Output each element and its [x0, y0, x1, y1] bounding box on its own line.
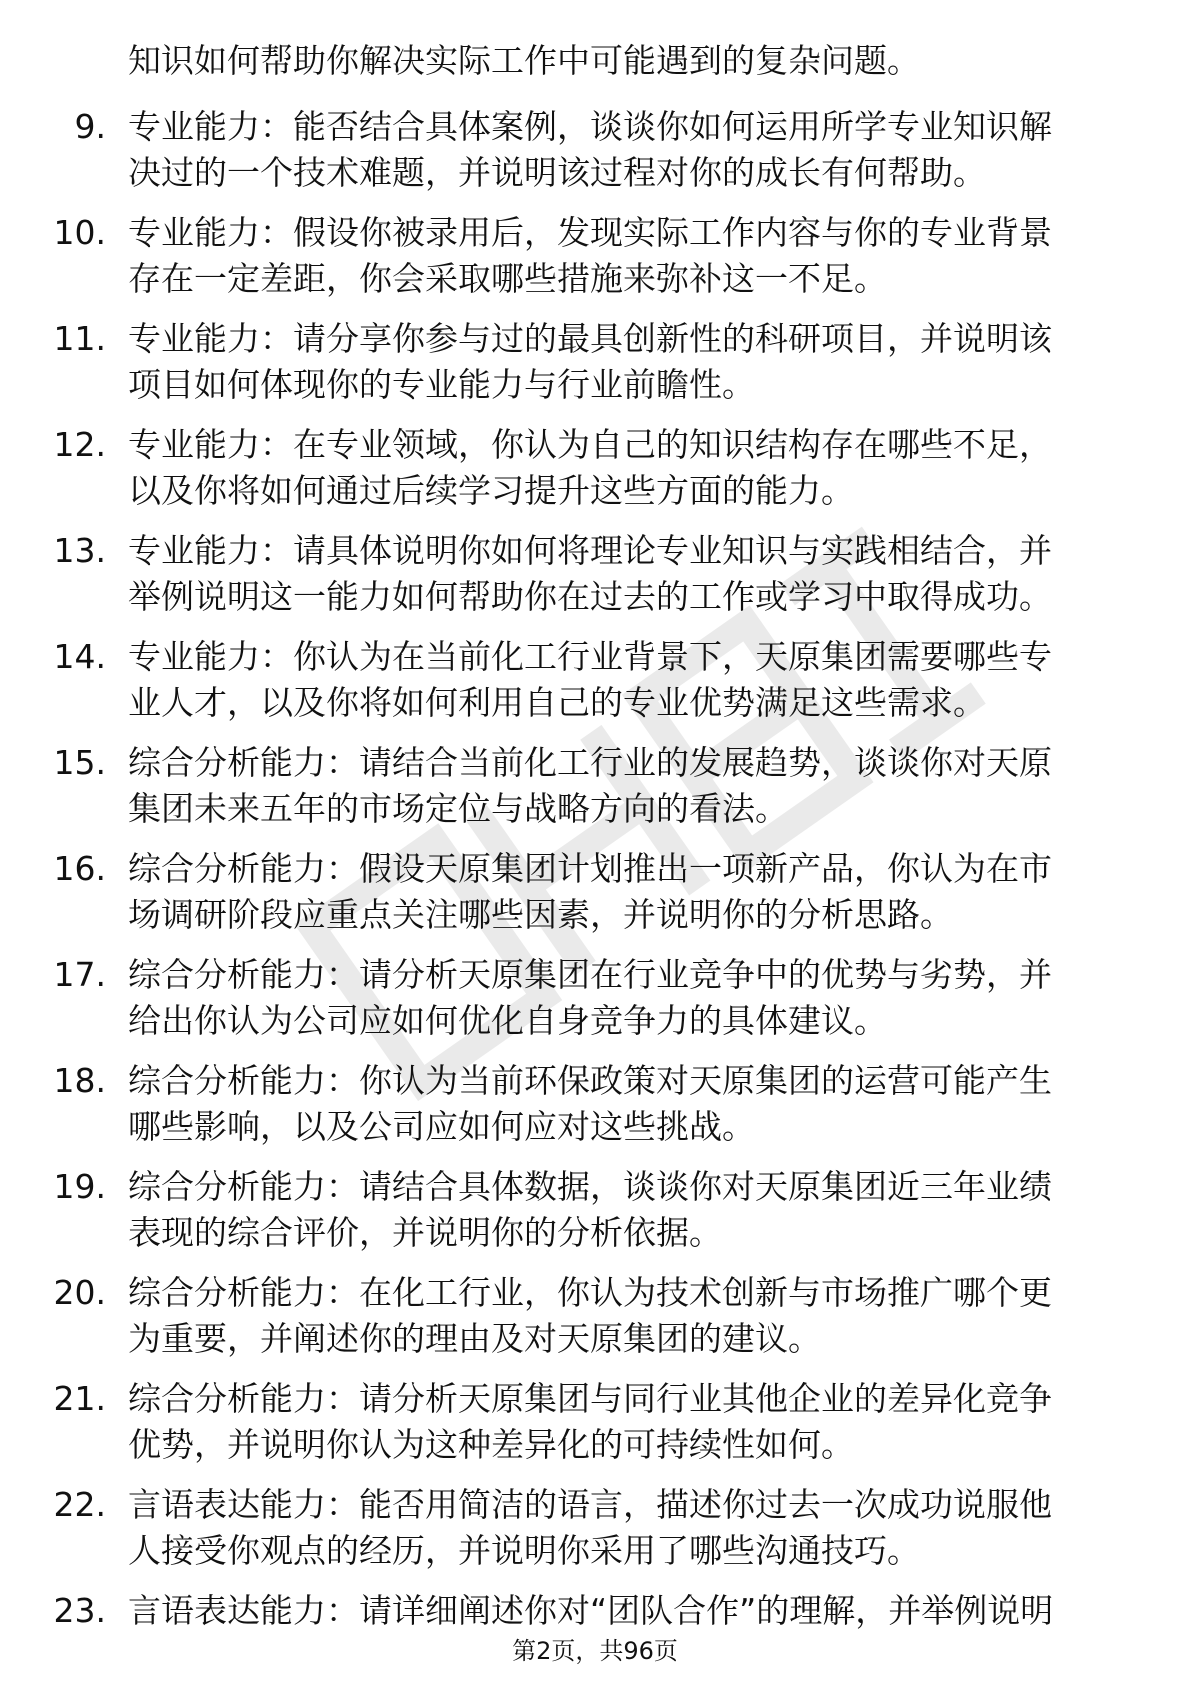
list-item — [0, 1270, 1190, 1362]
item-text-line: 决过的一个技术难题，并说明该过程对你的成长有何帮助。 — [128, 153, 986, 192]
item-text — [128, 1270, 1118, 1362]
continuation-text: 知识如何帮助你解决实际工作中可能遇到的复杂问题。 — [128, 41, 920, 80]
item-number: 21. — [53, 1379, 106, 1418]
item-text-line: 综合分析能力：请结合当前化工行业的发展趋势，谈谈你对天原 — [128, 743, 1052, 782]
item-text — [128, 1482, 1118, 1574]
item-text-line: 以及你将如何通过后续学习提升这些方面的能力。 — [128, 471, 854, 510]
item-text-line: 专业能力：在专业领域，你认为自己的知识结构存在哪些不足， — [128, 425, 1052, 464]
item-number: 14. — [53, 637, 106, 676]
list-item — [0, 104, 1190, 196]
item-number: 16. — [53, 849, 106, 888]
page-footer: 第2页，共96页 — [512, 1637, 678, 1665]
item-text-line: 言语表达能力：请详细阐述你对“团队合作”的理解，并举例说明 — [128, 1591, 1054, 1630]
item-text-line: 综合分析能力：请结合具体数据，谈谈你对天原集团近三年业绩 — [128, 1167, 1052, 1206]
item-text-line: 给出你认为公司应如何优化自身竞争力的具体建议。 — [128, 1001, 887, 1040]
item-text — [128, 952, 1118, 1044]
item-text-line: 人接受你观点的经历，并说明你采用了哪些沟通技巧。 — [128, 1531, 920, 1570]
list-item — [0, 740, 1190, 832]
list-item — [0, 528, 1190, 620]
item-number: 22. — [53, 1485, 106, 1524]
item-text-line: 专业能力：请具体说明你如何将理论专业知识与实践相结合，并 — [128, 531, 1052, 570]
items-container — [0, 104, 1190, 1634]
item-number: 23. — [53, 1591, 106, 1630]
item-text-line: 表现的综合评价，并说明你的分析依据。 — [128, 1213, 722, 1252]
item-number: 13. — [53, 531, 106, 570]
item-number: 10. — [53, 213, 106, 252]
item-number: 19. — [53, 1167, 106, 1206]
item-text-line: 专业能力：你认为在当前化工行业背景下，天原集团需要哪些专 — [128, 637, 1052, 676]
item-text — [128, 846, 1118, 938]
item-number: 15. — [53, 743, 106, 782]
item-text-line: 场调研阶段应重点关注哪些因素，并说明你的分析思路。 — [128, 895, 953, 934]
item-number: 11. — [53, 319, 106, 358]
item-text-line: 综合分析能力：请分析天原集团在行业竞争中的优势与劣势，并 — [128, 955, 1052, 994]
item-number: 18. — [53, 1061, 106, 1100]
item-text — [128, 210, 1118, 302]
item-text-line: 优势，并说明你认为这种差异化的可持续性如何。 — [128, 1425, 854, 1464]
item-text — [128, 104, 1118, 196]
item-text — [128, 1058, 1118, 1150]
item-text-line: 举例说明这一能力如何帮助你在过去的工作或学习中取得成功。 — [128, 577, 1052, 616]
list-item — [0, 846, 1190, 938]
item-text-line: 综合分析能力：请分析天原集团与同行业其他企业的差异化竞争 — [128, 1379, 1052, 1418]
item-text — [128, 316, 1118, 408]
list-item — [0, 1588, 1190, 1634]
list-item — [0, 952, 1190, 1044]
list-item — [0, 422, 1190, 514]
item-text-line: 集团未来五年的市场定位与战略方向的看法。 — [128, 789, 788, 828]
item-text-line: 存在一定差距，你会采取哪些措施来弥补这一不足。 — [128, 259, 887, 298]
item-text-line: 哪些影响，以及公司应如何应对这些挑战。 — [128, 1107, 755, 1146]
list-item — [0, 316, 1190, 408]
item-text — [128, 740, 1118, 832]
item-text — [128, 1164, 1118, 1256]
item-text-line: 业人才，以及你将如何利用自己的专业优势满足这些需求。 — [128, 683, 986, 722]
item-text-line: 专业能力：假设你被录用后，发现实际工作内容与你的专业背景 — [128, 213, 1052, 252]
item-text — [128, 634, 1118, 726]
list-item — [0, 1376, 1190, 1468]
item-number: 17. — [53, 955, 106, 994]
list-item — [0, 1482, 1190, 1574]
list-item — [0, 210, 1190, 302]
list-item — [0, 1058, 1190, 1150]
item-text-line: 为重要，并阐述你的理由及对天原集团的建议。 — [128, 1319, 821, 1358]
item-text — [128, 1376, 1118, 1468]
item-text — [128, 422, 1118, 514]
item-text — [128, 528, 1118, 620]
list-item — [0, 634, 1190, 726]
item-text-line: 综合分析能力：假设天原集团计划推出一项新产品，你认为在市 — [128, 849, 1052, 888]
item-text-line: 专业能力：请分享你参与过的最具创新性的科研项目，并说明该 — [128, 319, 1052, 358]
item-text-line: 项目如何体现你的专业能力与行业前瞻性。 — [128, 365, 755, 404]
item-text-line: 综合分析能力：在化工行业，你认为技术创新与市场推广哪个更 — [128, 1273, 1052, 1312]
item-text-line: 言语表达能力：能否用简洁的语言，描述你过去一次成功说服他 — [128, 1485, 1052, 1524]
item-text-line: 综合分析能力：你认为当前环保政策对天原集团的运营可能产生 — [128, 1061, 1052, 1100]
list-item — [0, 1164, 1190, 1256]
item-text-line: 专业能力：能否结合具体案例，谈谈你如何运用所学专业知识解 — [128, 107, 1052, 146]
question-list — [0, 38, 1190, 1634]
item-number: 9. — [74, 107, 106, 146]
item-number: 12. — [53, 425, 106, 464]
item-text — [128, 1588, 1118, 1634]
item-number: 20. — [53, 1273, 106, 1312]
